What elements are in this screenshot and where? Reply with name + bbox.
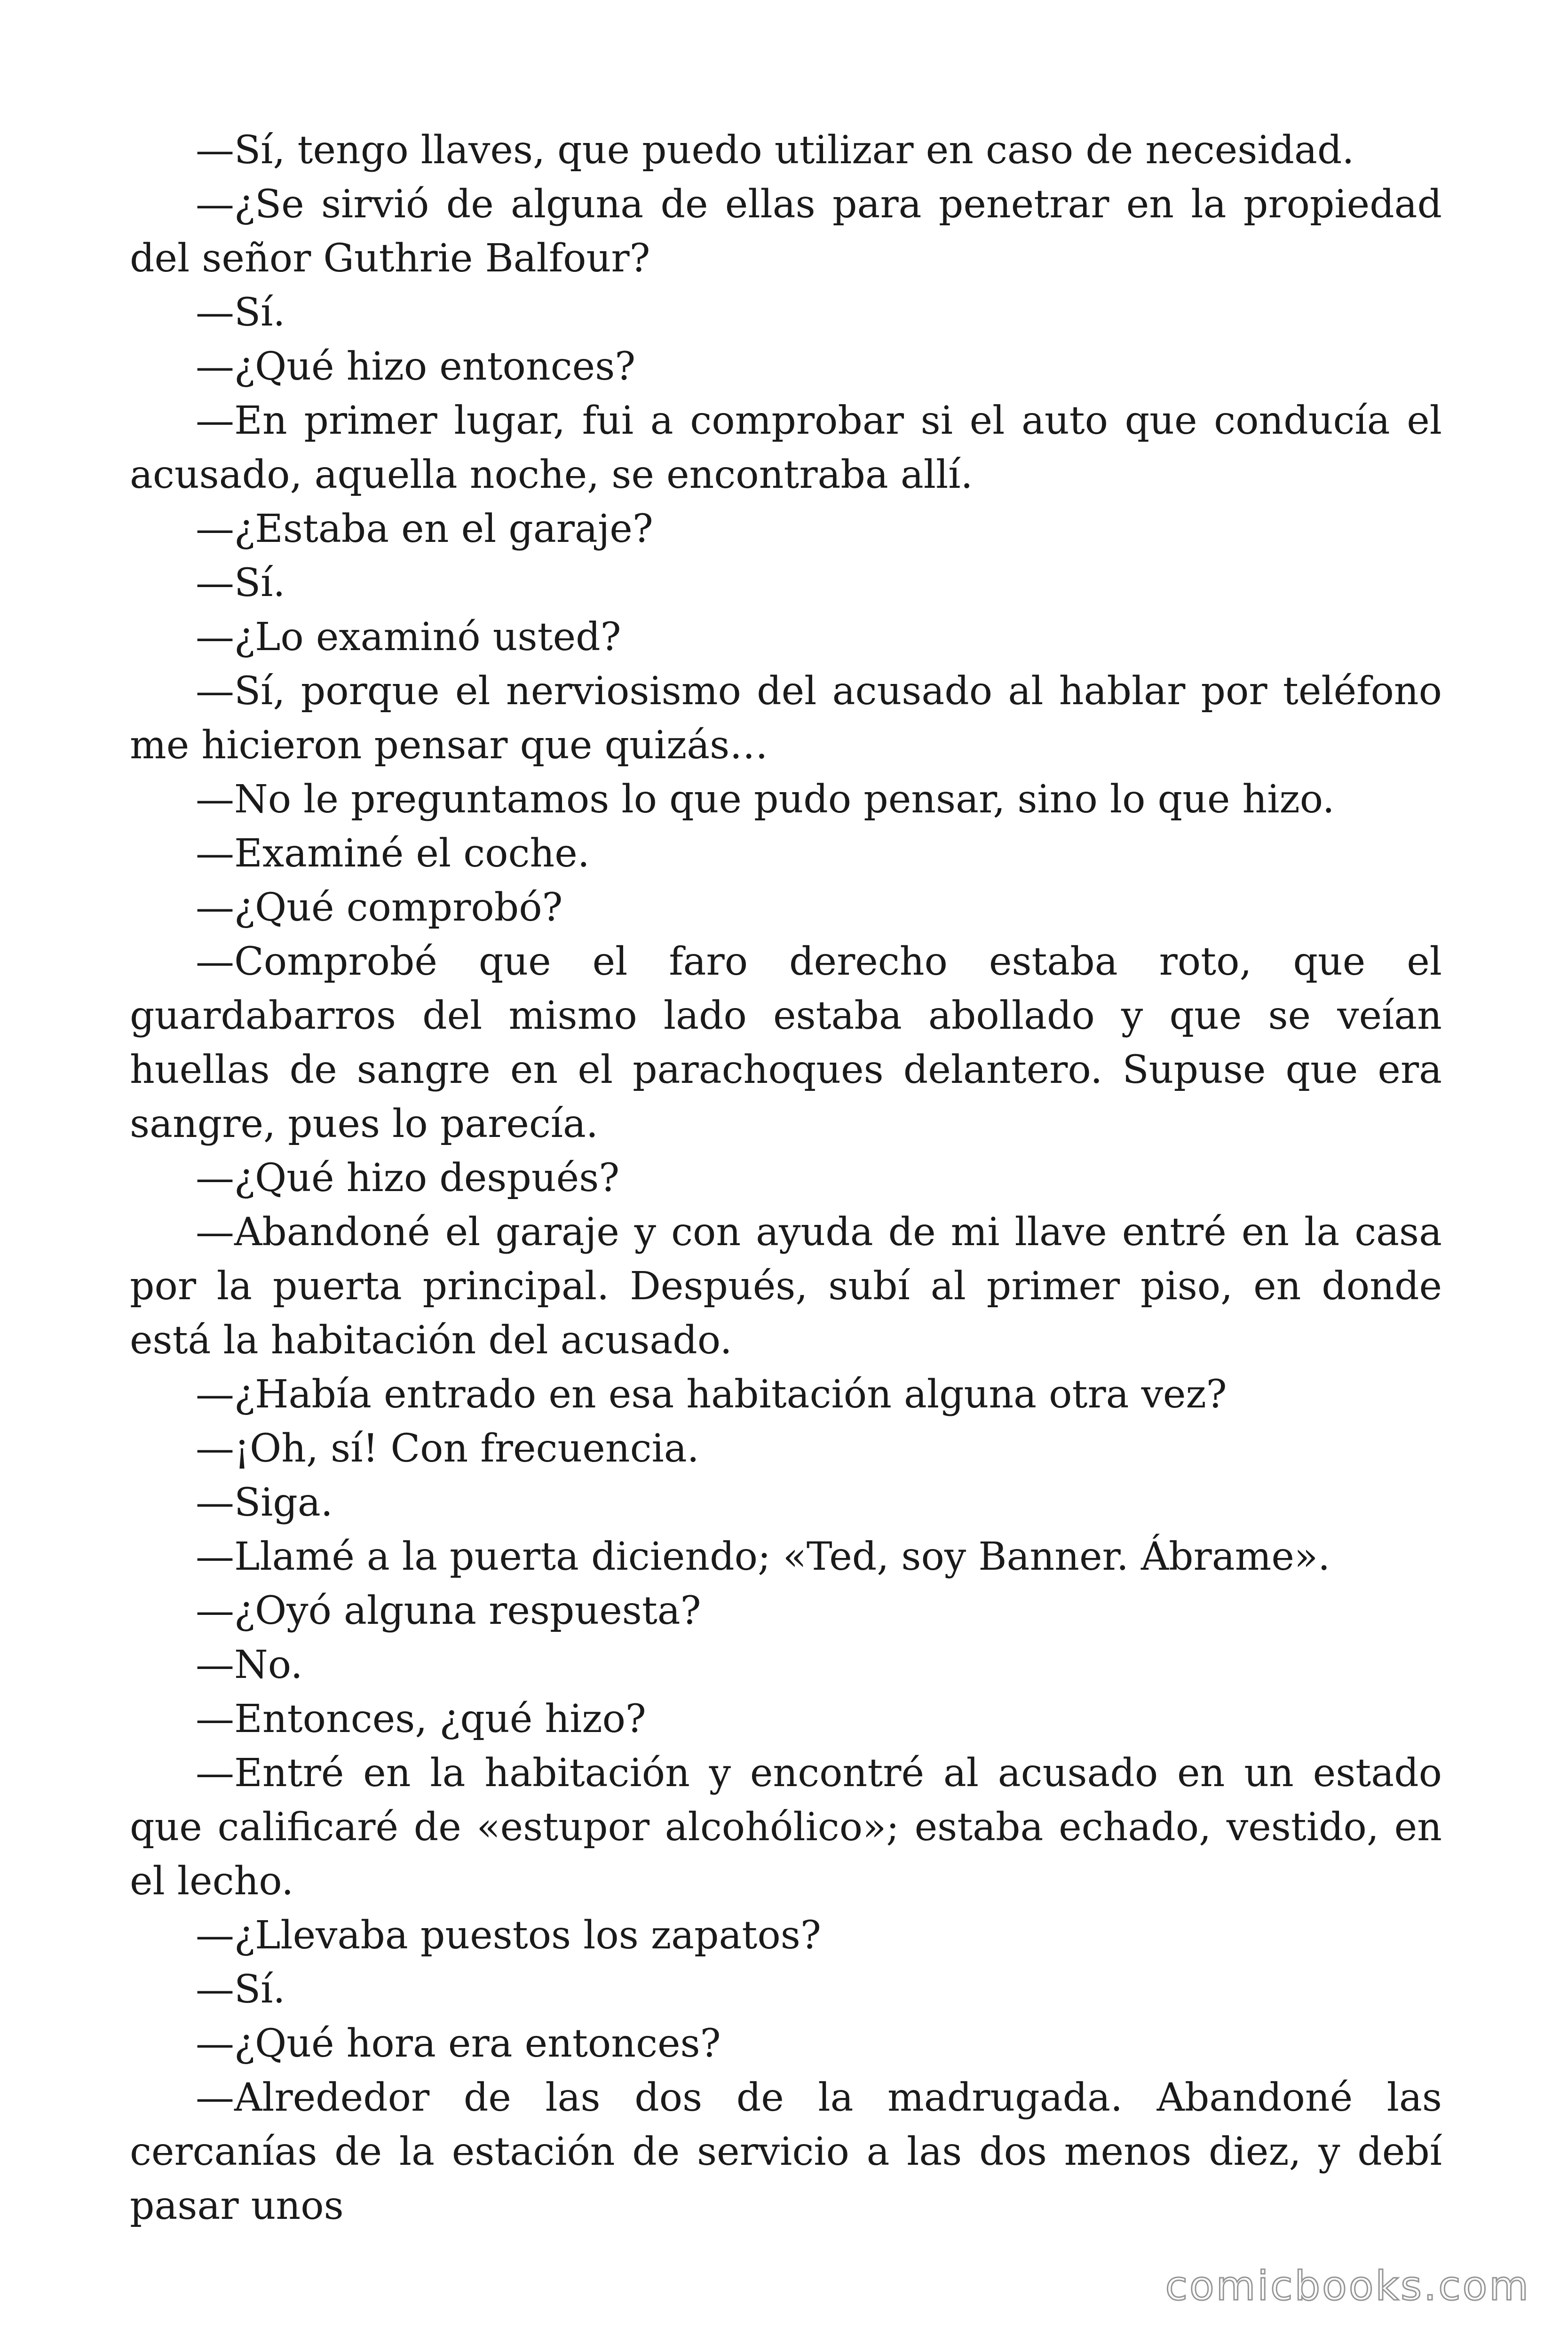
paragraph: —Entonces, ¿qué hizo? [196, 1697, 646, 1741]
paragraph: —¿Llevaba puestos los zapatos? [196, 1913, 821, 1958]
paragraph: —Comprobé que el faro derecho estaba roto, que el guardabarros del mismo lado estaba abollado y que se veían huellas de sangre en el parachoques delantero. Supuse que era sangre, pues lo parecía. [130, 939, 1442, 1146]
paragraph: —Alrededor de las dos de la madrugada. Abandoné las cercanías de la estación de servicio a las dos menos diez, y debí pasar unos [130, 2075, 1442, 2228]
paragraph: —¡Oh, sí! Con frecuencia. [196, 1426, 699, 1471]
paragraph: —Entré en la habitación y encontré al acusado en un estado que calificaré de «estupor alcohólico»; estaba echado, vestido, en el lecho. [130, 1751, 1442, 1904]
paragraph: —¿Qué hizo después? [196, 1156, 620, 1200]
paragraph: —Sí, tengo llaves, que puedo utilizar en caso de necesidad. [196, 128, 1354, 173]
paragraph: —Sí. [196, 561, 285, 605]
paragraph: —¿Qué comprobó? [196, 885, 563, 930]
paragraph: —Sí. [196, 1967, 285, 2012]
paragraph: —¿Qué hizo entonces? [196, 344, 636, 389]
watermark-logo: comicbooks.com [1165, 2263, 1530, 2310]
paragraph: —¿Oyó alguna respuesta? [196, 1589, 701, 1633]
page-body [130, 123, 1442, 2233]
paragraph: —Siga. [196, 1480, 333, 1525]
paragraph: —Sí. [196, 290, 285, 335]
paragraph: —¿Se sirvió de alguna de ellas para penetrar en la propiedad del señor Guthrie Balfour? [130, 182, 1442, 281]
paragraph: —¿Estaba en el garaje? [196, 507, 653, 551]
paragraph: —¿Lo examinó usted? [196, 615, 621, 660]
paragraph: —Sí, porque el nerviosismo del acusado al hablar por teléfono me hicieron pensar que quizás… [130, 669, 1442, 768]
paragraph: —Abandoné el garaje y con ayuda de mi llave entré en la casa por la puerta principal. Después, subí al primer piso, en donde está la habitación del acusado. [130, 1210, 1442, 1363]
paragraph: —En primer lugar, fui a comprobar si el auto que conducía el acusado, aquella noche, se encontraba allí. [130, 398, 1442, 497]
paragraph: —Llamé a la puerta diciendo; «Ted, soy Banner. Ábrame». [196, 1534, 1330, 1579]
paragraph: —¿Qué hora era entonces? [196, 2021, 721, 2066]
paragraph: —No. [196, 1643, 303, 1687]
paragraph: —¿Había entrado en esa habitación alguna otra vez? [196, 1372, 1227, 1417]
paragraph: —No le preguntamos lo que pudo pensar, sino lo que hizo. [196, 777, 1335, 822]
paragraph: —Examiné el coche. [196, 831, 590, 876]
